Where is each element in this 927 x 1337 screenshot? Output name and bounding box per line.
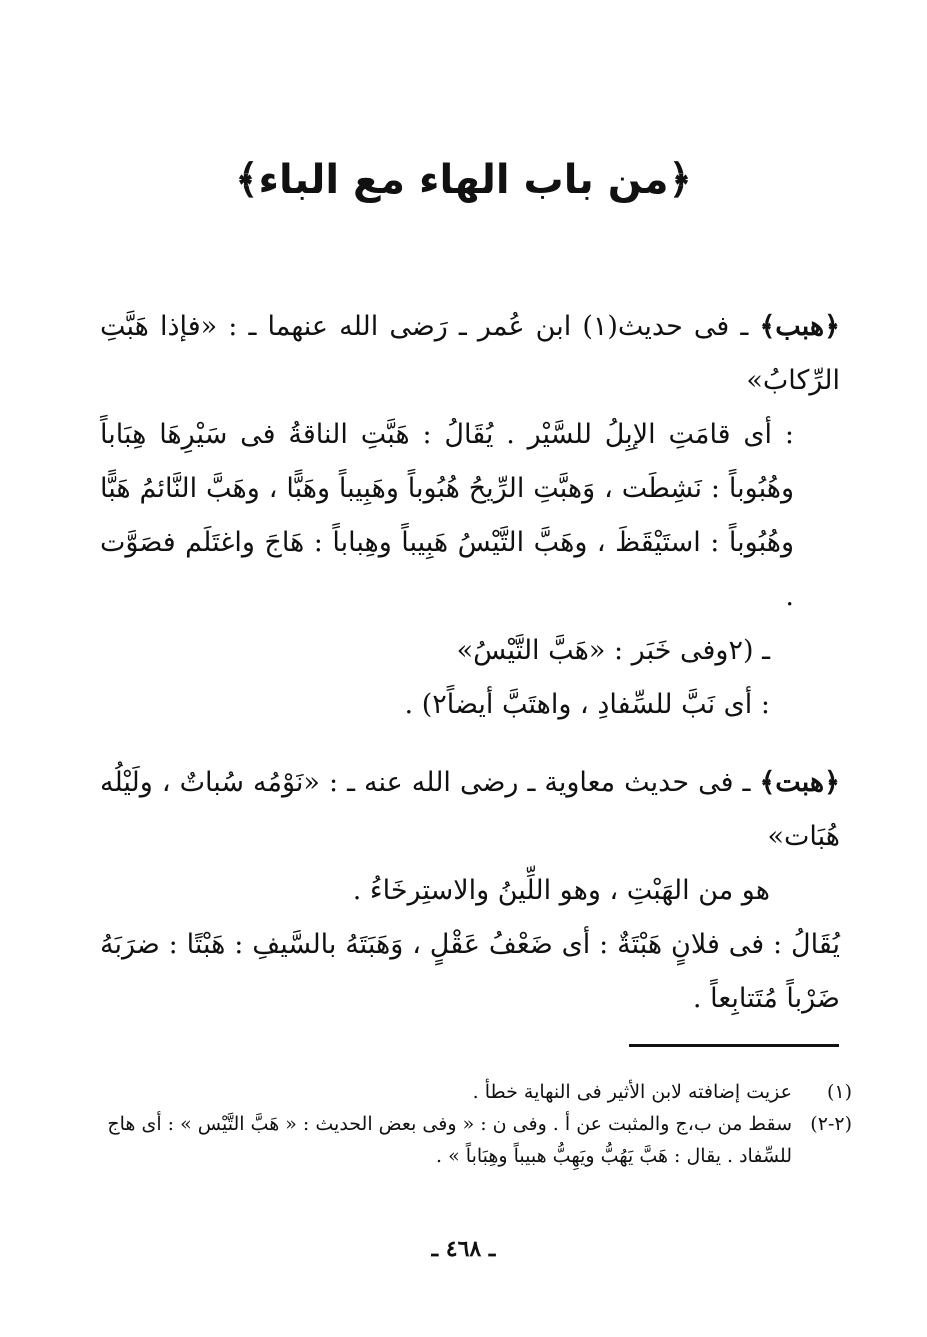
footnotes bbox=[100, 1076, 852, 1172]
entry-gap bbox=[100, 738, 840, 756]
footnote bbox=[100, 1076, 852, 1108]
headword: ﴿هبب﴾ bbox=[759, 311, 840, 342]
entry-text: ـ فى حديث(١) ابن عُمر ـ رَضى الله عنهما ـ : «فإذا هَبَّتِ الرِّكابُ» bbox=[100, 311, 840, 396]
entry-paragraph: ـ (٢وفى خَبَر : «هَبَّ التَّيْسُ» bbox=[456, 635, 770, 666]
entry-first-line bbox=[100, 300, 840, 408]
entry-paragraph: : أى قامَتِ الإبِلُ للسَّيْر . يُقَالُ : هَبَّتِ الناقةُ فى سَيْرِهَا هِبَاباً وهُبُوباً : نَشِطَت ، وَهبَّتِ الرِّيحُ هُبُوباً وهَبِيباً وهَبًّا ، وهَبَّ النَّائمُ هَبًّا وهُبُوباً : استَيْقَظَ ، وهَبَّ التَّيْسُ هَبِيباً وهِباباً : هَاجَ واغتَلَم فصَوَّت . bbox=[100, 419, 794, 612]
main-text bbox=[100, 300, 840, 1032]
entry-paragraph: يُقَالُ : فى فلانٍ هَبْتَةٌ : أى ضَعْفُ عَقْلٍ ، وَهَبَتَهُ بالسَّيفِ : هَبْتًا : ضرَبَهُ ضَرْباً مُتَتابِعاً . bbox=[100, 929, 840, 1014]
entry-habab bbox=[100, 300, 840, 732]
footnote bbox=[100, 1108, 852, 1172]
entry-paragraph: : أى نَبَّ للسِّفادِ ، واهتَبَّ أيضاً٢) . bbox=[404, 689, 770, 720]
entry-text: ـ فى حديث معاوية ـ رضى الله عنه ـ : «نَوْمُه سُباتٌ ، ولَيْلُه هُبَات» bbox=[100, 767, 840, 852]
footnote-text: عزيت إضافته لابن الأثير فى النهاية خطأ . bbox=[472, 1081, 792, 1103]
headword: ﴿هبت﴾ bbox=[759, 767, 840, 798]
footnote-separator bbox=[629, 1044, 839, 1047]
entry-paragraph: هو من الهَبْتِ ، وهو اللِّينُ والاستِرخَاءُ . bbox=[352, 875, 770, 906]
footnote-number: (١) bbox=[826, 1081, 852, 1103]
footnote-text: سقط من ب،ج والمثبت عن أ . وفى ن : « وفى بعض الحديث : « هَبَّ التَّيْس » : أى هاج للسِّفاد . يقال : هَبَّ يَهُبُّ ويَهِبُّ هبيباً وهِبَاباً » . bbox=[107, 1113, 792, 1167]
page-number: ـ ٤٦٨ ـ bbox=[431, 1236, 496, 1262]
chapter-title: ﴿من باب الهاء مع الباء﴾ bbox=[235, 157, 692, 203]
entry-habat bbox=[100, 756, 840, 1026]
entry-first-line bbox=[100, 756, 840, 864]
footnote-number: (٢-٢) bbox=[810, 1113, 852, 1135]
